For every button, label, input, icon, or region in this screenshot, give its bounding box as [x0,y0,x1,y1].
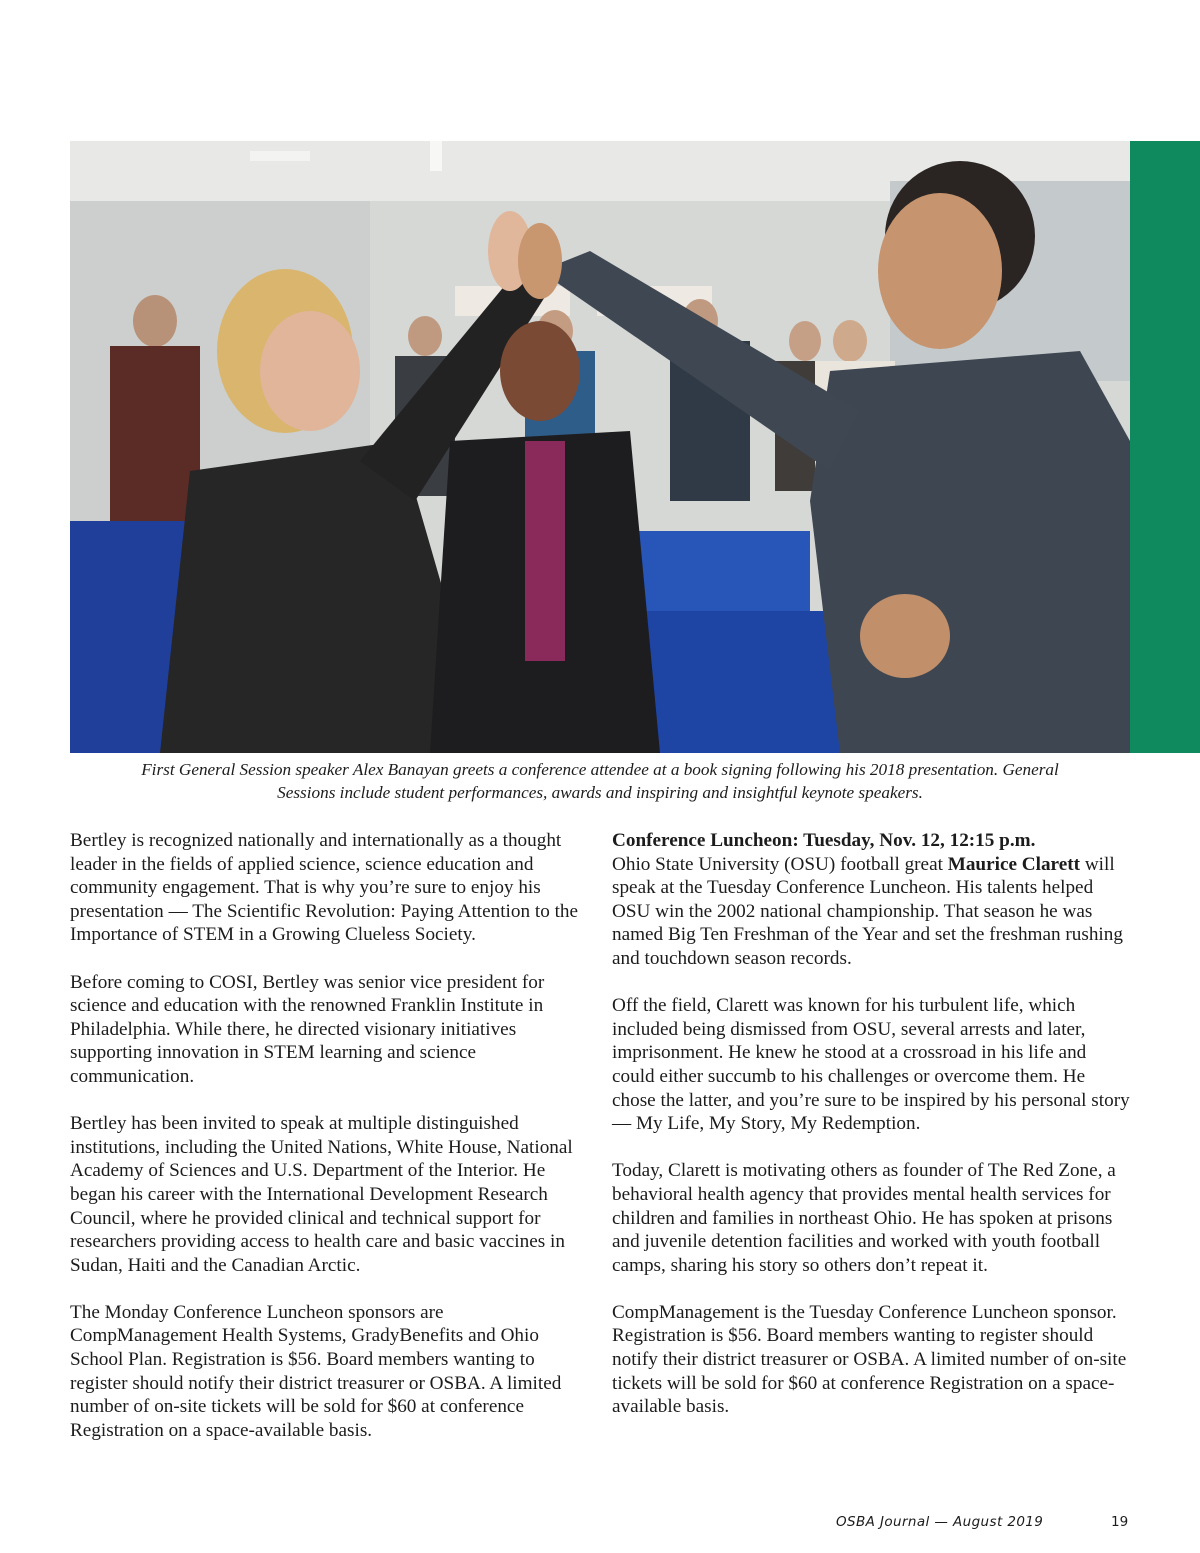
paragraph: The Monday Conference Luncheon sponsors are CompManagement Health Systems, GradyBenefits and Ohio School Plan. Registration is $56. Board members wanting to register should notify their district treasurer or OSBA. A limited number of on-site tickets will be sold for $60 at conference Registration on a space-available basis. [70,1301,562,1441]
speaker-name: Maurice Clarett [947,853,1081,875]
article-left-column [70,829,590,1442]
paragraph-text: Ohio State University (OSU) football great [612,853,948,875]
page-number: 19 [1111,1514,1129,1530]
paragraph: Bertley is recognized nationally and internationally as a thought leader in the fields of applied science, science education and community engagement. That is why you’re sure to enjoy his presentation — The Scientific Revolution: Paying Attention to the Importance of STEM in a Growing Clueless Society. [70,830,579,946]
caption-line: Sessions include student performances, awards and inspiring and insightful keynote speakers. [277,783,923,802]
paragraph [612,829,1132,971]
paragraph: CompManagement is the Tuesday Conference Luncheon sponsor. Registration is $56. Board members wanting to register should notify their district treasurer or OSBA. A limited number of on-site tickets will be sold for $60 at conference Registration on a space-available basis. [612,1301,1127,1418]
photo-caption [70,758,1130,804]
event-photo [70,141,1130,753]
journal-footer: OSBA Journal — August 2019 [836,1514,1044,1530]
caption-line: First General Session speaker Alex Banayan greets a conference attendee at a book signing following his 2018 presentation. General [141,760,1059,779]
paragraph: Off the field, Clarett was known for his turbulent life, which included being dismissed from OSU, several arrests and later, imprisonment. He knew he stood at a crossroad in his life and could either succumb to his challenges or overcome them. He chose the latter, and you’re sure to be inspired by his personal story — My Life, My Story, My Redemption. [612,995,1130,1135]
paragraph-text: will speak at the Tuesday Conference Luncheon. His talents helped OSU win the 2002 national championship. That season he was named Big Ten Freshman of the Year and set the freshman rushing and touchdown season records. [612,853,1123,969]
paragraph: Bertley has been invited to speak at multiple distinguished institutions, including the United Nations, White House, National Academy of Sciences and U.S. Department of the Interior. He began his career with the International Development Research Council, where he provided clinical and technical support for researchers providing access to health care and basic vaccines in Sudan, Haiti and the Canadian Arctic. [70,1113,573,1276]
article-right-column [612,829,1132,1419]
section-color-tab [1130,141,1200,753]
section-heading: Conference Luncheon: Tuesday, Nov. 12, 12:15 p.m. [612,830,1036,851]
paragraph: Today, Clarett is motivating others as founder of The Red Zone, a behavioral health agency that provides mental health services for children and families in northeast Ohio. He has spoken at prisons and juvenile detention facilities and worked with youth football camps, sharing his story so others don’t repeat it. [612,1160,1116,1276]
paragraph: Before coming to COSI, Bertley was senior vice president for science and education with the renowned Franklin Institute in Philadelphia. While there, he directed visionary initiatives supporting innovation in STEM learning and science communication. [70,971,545,1087]
